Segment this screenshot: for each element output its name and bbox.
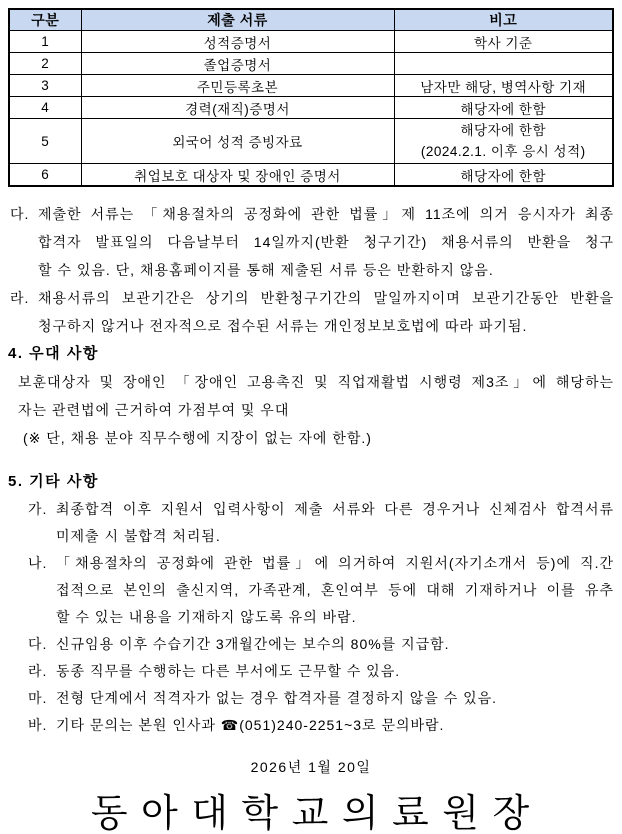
list-item-ma — [28, 685, 614, 712]
col-header-remarks: 비고 — [394, 9, 613, 31]
issuer-signature: 동 아 대 학 교 의 료 원 장 — [90, 793, 532, 834]
table-row — [9, 75, 613, 97]
paragraph-line: 보훈대상자 및 장애인 「장애인 고용촉진 및 직업재활법 시행령 제3조」에 해당하는 — [18, 374, 614, 390]
document-return-notes — [10, 200, 614, 340]
note-paragraph-ra — [10, 284, 614, 340]
paragraph-line: 할 수 있는 내용을 기재하지 않도록 유의 바람. — [56, 609, 357, 625]
cell-doc: 성적증명서 — [81, 31, 394, 53]
cell-note-line1: 해당자에 한함 — [460, 123, 546, 138]
section4-title: 4. 우대 사항 — [8, 345, 99, 362]
paragraph-line: 접적으로 본인의 출신지역, 가족관계, 혼인여부 등에 대해 기재하거나 이를 유추 — [56, 582, 614, 598]
paragraph-line: 미제출 시 불합격 처리됨. — [56, 528, 221, 544]
table-row — [9, 31, 613, 53]
paragraph-line: 할 수 있음. 단, 채용홈페이지를 통해 제출된 서류 등은 반환하지 않음. — [38, 262, 494, 278]
section-preferential-treatment — [0, 340, 622, 452]
list-item-ra — [28, 658, 614, 685]
cell-note-line2: (2024.2.1. 이후 응시 성적) — [420, 144, 586, 159]
list-item-na — [28, 550, 614, 631]
item-label: 라. — [28, 663, 48, 679]
cell-doc: 외국어 성적 증빙자료 — [81, 119, 394, 164]
section-other-matters — [0, 468, 622, 739]
cell-doc: 경력(재직)증명서 — [81, 97, 394, 119]
paragraph-line: 전형 단계에서 적격자가 없는 경우 합격자를 결정하지 않을 수 있음. — [56, 690, 498, 706]
item-label: 마. — [28, 690, 48, 706]
document-date: 2026년 1월 20일 — [250, 759, 372, 775]
cell-no: 3 — [9, 75, 81, 97]
cell-doc: 주민등록초본 — [81, 75, 394, 97]
cell-note: 해당자에 한함 — [394, 97, 613, 119]
cell-doc: 취업보호 대상자 및 장애인 증명서 — [81, 164, 394, 187]
cell-no: 6 — [9, 164, 81, 187]
table-row — [9, 53, 613, 75]
paragraph-line: 채용서류의 보관기간은 상기의 반환청구기간의 말일까지이며 보관기간동안 반환을 — [38, 290, 614, 306]
col-header-documents: 제출 서류 — [81, 9, 394, 31]
cell-note: 학사 기준 — [394, 31, 613, 53]
submission-documents-table — [8, 8, 614, 187]
paragraph-line: (※ 단, 채용 분야 직무수행에 지장이 없는 자에 한함.) — [23, 430, 372, 446]
cell-no: 4 — [9, 97, 81, 119]
paragraph-line: 신규임용 이후 수습기간 3개월간에는 보수의 80%를 지급함. — [56, 636, 450, 652]
paragraph-line: 자는 관련법에 근거하여 가점부여 및 우대 — [18, 402, 290, 418]
col-header-category: 구분 — [9, 9, 81, 31]
table-row — [9, 119, 613, 164]
paragraph-line: 「채용절차의 공정화에 관한 법률」에 의거하여 지원서(자기소개서 등)에 직.간 — [56, 555, 614, 571]
paragraph-line: 합격자 발표일의 다음날부터 14일까지(반환 청구기간) 채용서류의 반환을 청구 — [38, 234, 614, 250]
paragraph-line: 최종합격 이후 지원서 입력사항이 제출 서류와 다른 경우거나 신체검사 합격서류 — [56, 501, 614, 517]
cell-note — [394, 53, 613, 75]
cell-note: 해당자에 한함 — [394, 164, 613, 187]
table-row — [9, 97, 613, 119]
paragraph-line: 동종 직무를 수행하는 다른 부서에도 근무할 수 있음. — [56, 663, 401, 679]
cell-note: 남자만 해당, 병역사항 기재 — [394, 75, 613, 97]
item-label: 가. — [28, 501, 48, 517]
paragraph-line-with-phone: 기타 문의는 본원 인사과 ☎(051)240-2251~3로 문의바람. — [56, 717, 445, 733]
paragraph-line: 제출한 서류는 「채용절차의 공정화에 관한 법률」제 11조에 의거 응시자가 최종 — [38, 206, 614, 222]
paragraph-line: 청구하지 않거나 전자적으로 접수된 서류는 개인정보보호법에 따라 파기됨. — [38, 318, 528, 334]
cell-note — [394, 119, 613, 164]
cell-no: 5 — [9, 119, 81, 164]
cell-doc: 졸업증명서 — [81, 53, 394, 75]
cell-no: 1 — [9, 31, 81, 53]
list-item-ga — [28, 496, 614, 550]
item-label: 나. — [28, 555, 48, 571]
paragraph-label: 라. — [10, 290, 30, 306]
section4-body — [18, 368, 614, 452]
list-item-ba — [28, 712, 614, 739]
cell-no: 2 — [9, 53, 81, 75]
section5-title: 5. 기타 사항 — [8, 473, 99, 490]
table-row — [9, 164, 613, 187]
item-label: 바. — [28, 717, 48, 733]
list-item-da — [28, 631, 614, 658]
paragraph-label: 다. — [10, 206, 30, 222]
table-header-row — [9, 9, 613, 31]
note-paragraph-da — [10, 200, 614, 284]
section5-items — [28, 496, 614, 739]
item-label: 다. — [28, 636, 48, 652]
